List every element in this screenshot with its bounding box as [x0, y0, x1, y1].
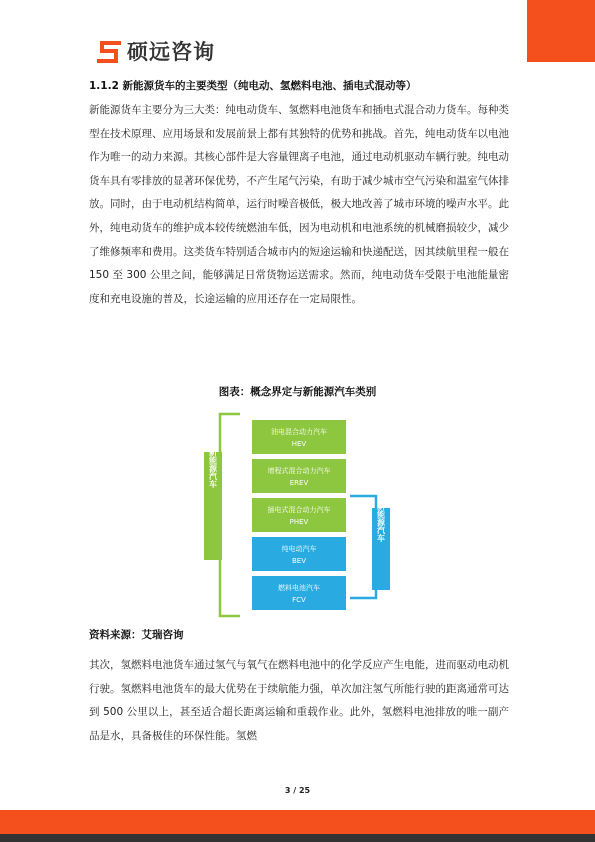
category-box-fcv [252, 576, 346, 610]
footer-dark-band [0, 834, 595, 842]
category-abbr: EREV [289, 479, 309, 487]
figure-source: 资料来源：艾瑞咨询 [89, 629, 184, 641]
brand-logo [97, 38, 215, 66]
category-abbr: PHEV [289, 518, 309, 526]
figure-caption: 图表：概念界定与新能源汽车类别 [218, 386, 377, 398]
section-heading: 1.1.2 新能源货车的主要类型（纯电动、氢燃料电池、插电式混动等） [89, 80, 417, 92]
broad-label: 广义新能源汽车 [208, 432, 218, 488]
category-box-bev [252, 537, 346, 571]
brand-name: 硕远咨询 [127, 40, 215, 64]
s-logo-icon [97, 40, 121, 64]
body-paragraph-2: 其次，氢燃料电池货车通过氢气与氧气在燃料电池中的化学反应产生电能，进而驱动电动机行驶。氢燃料电池货车的最大优势在于续航能力强，单次加注氢气所能行驶的距离通常可达到 500 公里以上，甚至适合超长距离运输和重载作业。此外，氢燃料电池排放的唯一副产品是水，具备极佳的环保性能。氢燃 [89, 659, 509, 742]
corner-accent-block [527, 0, 595, 62]
category-name: 插电式混合动力汽车 [267, 506, 331, 514]
category-abbr: FCV [292, 596, 306, 604]
category-box-erev [252, 459, 346, 493]
category-abbr: BEV [291, 557, 307, 565]
broad-bracket [220, 414, 240, 616]
category-name: 增程式混合动力汽车 [267, 467, 331, 475]
page-number: 3 / 25 [284, 786, 311, 795]
category-name: 纯电动汽车 [281, 545, 317, 553]
footer-accent-band [0, 810, 595, 834]
vehicle-category-diagram [200, 412, 400, 618]
category-name: 燃料电池汽车 [278, 584, 320, 592]
narrow-label: 狭义新能源汽车 [376, 486, 386, 542]
category-box-hev [252, 420, 346, 454]
body-paragraph-1: 新能源货车主要分为三大类：纯电动货车、氢燃料电池货车和插电式混合动力货车。每种类型在技术原理、应用场景和发展前景上都有其独特的优势和挑战。首先，纯电动货车以电池作为唯一的动力来源。其核心部件是大容量锂离子电池，通过电动机驱动车辆行驶。纯电动货车具有零排放的显著环保优势，不产生尾气污染，有助于减少城市空气污染和温室气体排放。同时，由于电动机结构简单，运行时噪音极低，极大地改善了城市环境的噪声水平。此外，纯电动货车的维护成本较传统燃油车低，因为电动机和电池系统的机械磨损较少，减少了维修频率和费用。这类货车特别适合城市内的短途运输和快递配送，因其续航里程一般在 150 至 300 公里之间，能够满足日常货物运送需求。然而，纯电动货车受限于电池能量密度和充电设施的普及，长途运输的应用还存在一定局限性。 [89, 104, 509, 305]
category-abbr: HEV [291, 440, 307, 448]
category-name: 油电混合动力汽车 [271, 428, 327, 436]
category-box-phev [252, 498, 346, 532]
